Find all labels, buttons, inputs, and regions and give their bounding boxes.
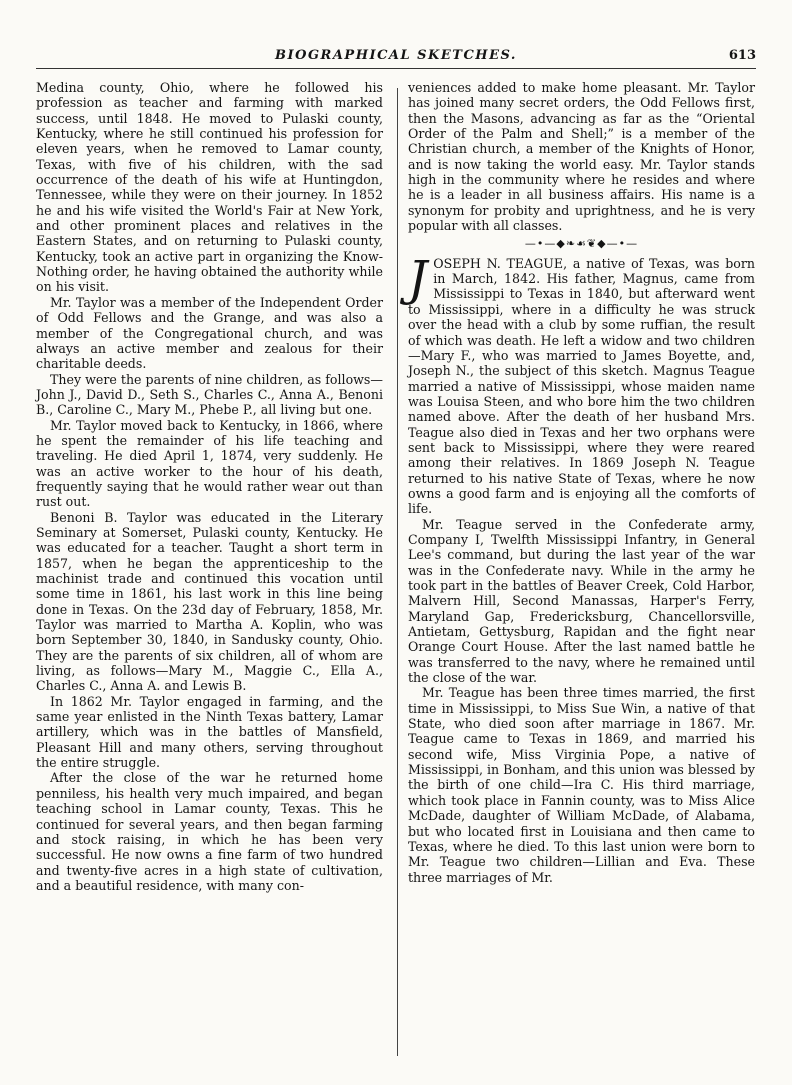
page-number: 613: [728, 48, 756, 63]
right-column: [408, 80, 755, 885]
paragraph: After the close of the war he returned home penniless, his health very much impaired, and began teaching school in Lamar county, Texas. This he continued for several years, and then began farming and stock raising, in which he has been very successful. He now owns a fine farm of two hundred and twenty-five acres in a high state of cultivation, and a beautiful residence, with many con-: [36, 770, 383, 893]
paragraph: veniences added to make home pleasant. Mr. Taylor has joined many secret orders, the Odd Fellows first, then the Masons, advancing as far as the “Oriental Order of the Palm and Shell;” is a member of the Christian church, a member of the Knights of Honor, and is now taking the world easy. Mr. Taylor stands high in the community where he resides and where he is a leader in all business affairs. His name is a synonym for probity and uprightness, and he is very popular with all classes.: [408, 80, 755, 234]
paragraph: Mr. Taylor was a member of the Independent Order of Odd Fellows and the Grange, and was also a member of the Congregational church, and was always an active member and zealous for their charitable deeds.: [36, 294, 383, 372]
paragraph: Medina county, Ohio, where he followed his profession as teacher and farming with marked success, until 1848. He moved to Pulaski county, Kentucky, where he still continued his profession for eleven years, when he removed to Lamar county, Texas, with five of his children, with the sad occurrence of the death of his wife at Huntingdon, Tennessee, while they were on their journey. In 1852 he and his wife visited the World's Fair at New York, and other prominent places and relatives in the Eastern States, and on returning to Pulaski county, Kentucky, took an active part in organizing the Know-Nothing order, he having obtained the authority while on his visit.: [36, 80, 383, 295]
left-column: [36, 80, 383, 893]
paragraph: Benoni B. Taylor was educated in the Literary Seminary at Somerset, Pulaski county, Kentucky. He was educated for a teacher. Taught a short term in 1857, when he began the apprenticeship to the machinist trade and continued this vocation until some time in 1861, his last work in this line being done in Texas. On the 23d day of February, 1858, Mr. Taylor was married to Martha A. Koplin, who was born September 30, 1840, in Sandusky county, Ohio. They are the parents of six children, all of whom are living, as follows—Mary M., Maggie C., Ella A., Charles C., Anna A. and Lewis B.: [36, 509, 383, 694]
paragraph-text: a native of Texas, was born in March, 1842. His father, Magnus, came from Mississippi to Texas in 1840, but afterward went to Mississippi, where in a difficulty he was struck over the head with a club by some ruffian, the result of which was death. He left a widow and two children—Mary F., who was married to James Boyette, and, Joseph N., the subject of this sketch. Magnus Teague married a native of Mississippi, whose maiden name was Louisa Steen, and who bore him the two children named above. After the death of her husband Mrs. Teague also died in Texas and her two orphans were sent back to Mississippi, where they were reared among their relatives. In 1869 Joseph N. Teague returned to his native State of Texas, where he now owns a good farm and is enjoying all the comforts of life.: [408, 255, 755, 517]
drop-cap: J: [408, 250, 428, 307]
running-title: BIOGRAPHICAL SKETCHES.: [275, 48, 517, 63]
paragraph: They were the parents of nine children, as follows—John J., David D., Seth S., Charles C., Anna A., Benoni B., Caroline C., Mary M., Phebe P., all living but one.: [36, 371, 383, 418]
page-header: [36, 46, 756, 69]
section-ornament: —•—◆❧☙❦◆—•—: [524, 237, 639, 251]
paragraph: In 1862 Mr. Taylor engaged in farming, and the same year enlisted in the Ninth Texas battery, Lamar artillery, which was in the battles of Mansfield, Pleasant Hill and many others, serving throughout the entire struggle.: [36, 693, 383, 771]
paragraph: Mr. Teague served in the Confederate army, Company I, Twelfth Mississippi Infantry, in General Lee's command, but during the last year of the war was in the Confederate navy. While in the army he took part in the battles of Beaver Creek, Cold Harbor, Malvern Hill, Second Manassas, Harper's Ferry, Maryland Gap, Fredericksburg, Chancellorsville, Antietam, Gettysburg, Rapidan and the fight near Orange Court House. After the last named battle he was transferred to the navy, where he remained until the close of the war.: [408, 516, 755, 686]
paragraph: Mr. Taylor moved back to Kentucky, in 1866, where he spent the remainder of his life teaching and traveling. He died April 1, 1874, very suddenly. He was an active worker to the hour of his death, frequently saying that he would rather wear out than rust out.: [36, 417, 383, 510]
biography-name: OSEPH N. TEAGUE,: [433, 255, 568, 271]
biography-intro: [408, 250, 755, 517]
paragraph: Mr. Teague has been three times married, the first time in Mississippi, to Miss Sue Win, a native of that State, who died soon after marriage in 1867. Mr. Teague came to Texas in 1869, and married his second wife, Miss Virginia Pope, a native of Mississippi, in Bonham, and this union was blessed by the birth of one child—Ira C. His third marriage, which took place in Fannin county, was to Miss Alice McDade, daughter of William McDade, of Alabama, but who located first in Louisiana and then came to Texas, where he died. To this last union were born to Mr. Teague two children—Lillian and Eva. These three marriages of Mr.: [408, 685, 755, 885]
column-divider: [397, 88, 398, 1056]
